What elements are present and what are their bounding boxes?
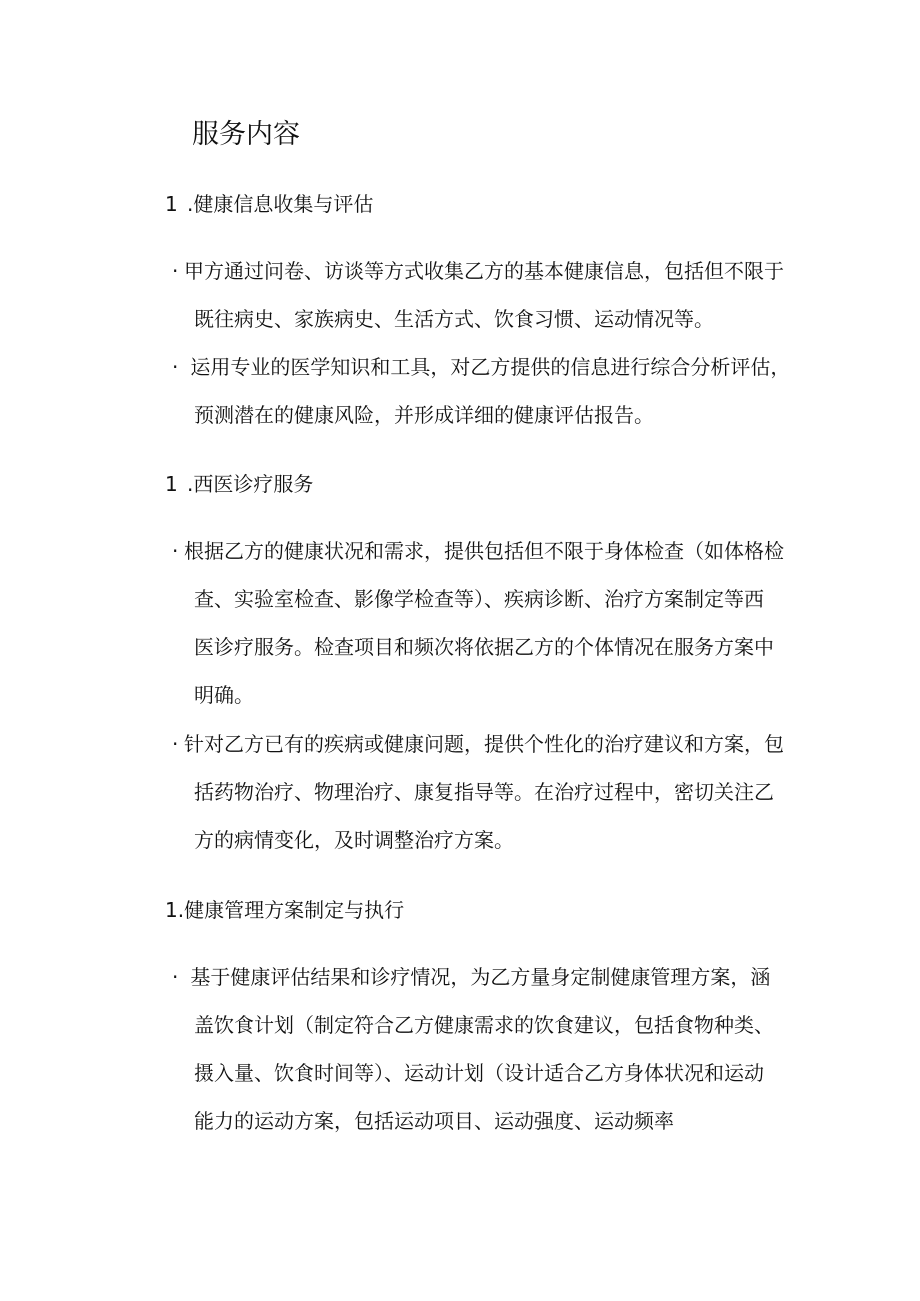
bullet-line: 查、实验室检查、影像学检查等）、疾病诊断、治疗方案制定等西 — [194, 587, 764, 611]
section-title: .健康信息收集与评估 — [187, 192, 374, 216]
section-heading-1 — [165, 188, 373, 217]
bullet-dot-icon: · — [172, 259, 179, 283]
bullet-line: 括药物治疗、物理治疗、康复指导等。在治疗过程中，密切关注乙 — [194, 780, 774, 804]
bullet-dot-icon: · — [172, 732, 179, 756]
bullet-line — [172, 352, 790, 382]
page-title: 服务内容 — [192, 119, 300, 150]
bullet-line — [172, 256, 784, 286]
section-title: .健康管理方案制定与执行 — [177, 898, 405, 922]
bullet-text: 基于健康评估结果和诊疗情况，为乙方量身定制健康管理方案，涵 — [184, 965, 771, 989]
bullet-text: 甲方通过问卷、访谈等方式收集乙方的基本健康信息，包括但不限于 — [184, 259, 784, 283]
section-number: 1 — [165, 472, 178, 496]
bullet-text: 针对乙方已有的疾病或健康问题，提供个性化的治疗建议和方案，包 — [184, 732, 784, 756]
bullet-line: 医诊疗服务。检查项目和频次将依据乙方的个体情况在服务方案中 — [194, 635, 774, 659]
bullet-line: 既往病史、家族病史、生活方式、饮食习惯、运动情况等。 — [194, 307, 714, 331]
bullet-text: 根据乙方的健康状况和需求，提供包括但不限于身体检查（如体格检 — [184, 539, 784, 563]
bullet-line — [172, 729, 784, 759]
bullet-line: 能力的运动方案，包括运动项目、运动强度、运动频率 — [194, 1109, 674, 1133]
bullet-dot-icon: · — [172, 539, 179, 563]
bullet-line: 预测潜在的健康风险，并形成详细的健康评估报告。 — [194, 403, 654, 427]
bullet-dot-icon: · — [172, 355, 179, 379]
section-number: 1 — [165, 898, 178, 922]
bullet-line: 方的病情变化，及时调整治疗方案。 — [194, 828, 514, 852]
bullet-dot-icon: · — [172, 965, 179, 989]
bullet-line: 明确。 — [194, 683, 254, 707]
bullet-line — [172, 536, 784, 566]
section-number: 1 — [165, 192, 178, 216]
bullet-line: 盖饮食计划（制定符合乙方健康需求的饮食建议，包括食物种类、 — [194, 1013, 774, 1037]
bullet-line — [172, 962, 770, 992]
bullet-text: 运用专业的医学知识和工具，对乙方提供的信息进行综合分析评估， — [184, 355, 791, 379]
section-heading-3 — [165, 894, 404, 923]
section-heading-2 — [165, 468, 313, 497]
bullet-line: 摄入量、饮食时间等）、运动计划（设计适合乙方身体状况和运动 — [194, 1061, 764, 1085]
section-title: .西医诊疗服务 — [187, 472, 314, 496]
